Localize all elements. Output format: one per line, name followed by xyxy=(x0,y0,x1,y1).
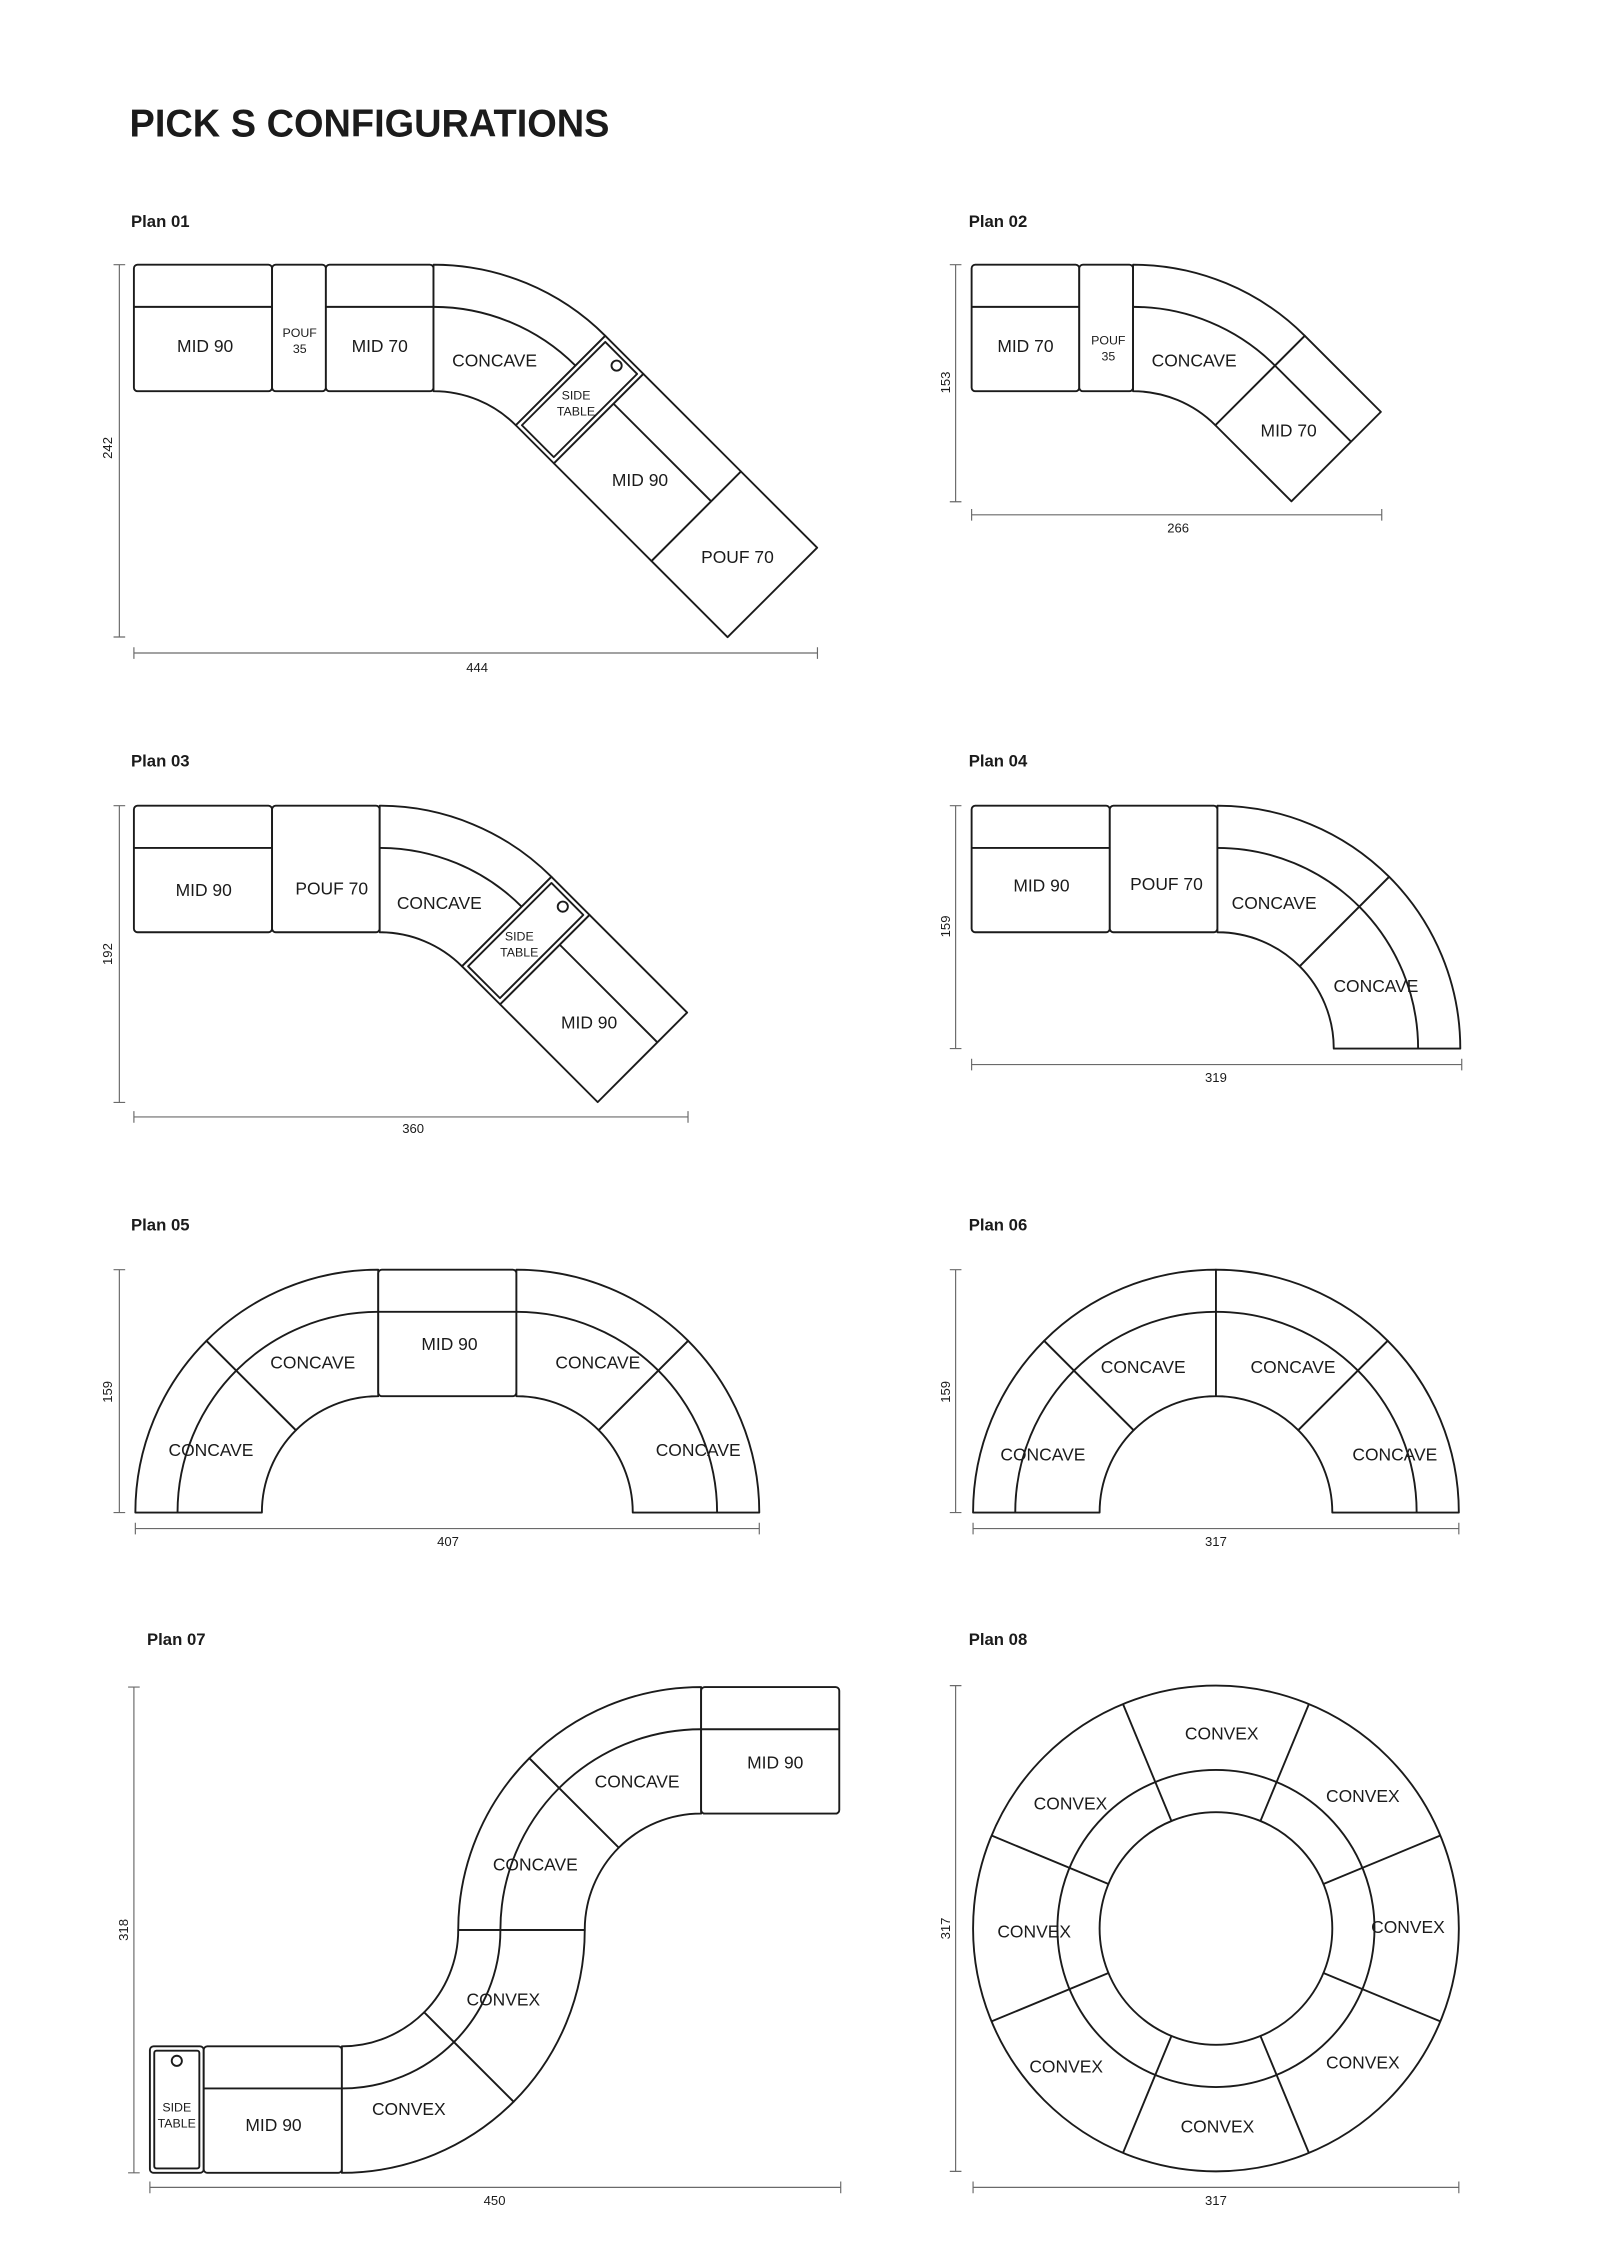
module-label: CONVEX xyxy=(997,1921,1071,1942)
depth-value: 153 xyxy=(937,371,953,394)
width-dimension xyxy=(134,1111,688,1136)
module-label: CONVEX xyxy=(1326,2052,1400,2073)
width-dimension xyxy=(134,647,818,675)
module-label: CONCAVE xyxy=(396,893,482,914)
width-value: 450 xyxy=(483,2192,506,2208)
module-label: MID 90 xyxy=(611,469,669,490)
plan-07 xyxy=(116,1630,841,2208)
module-label: MID 90 xyxy=(245,2114,302,2135)
width-value: 319 xyxy=(1205,1070,1227,1086)
depth-dimension xyxy=(938,1270,961,1513)
page-title: PICK S CONFIGURATIONS xyxy=(129,101,610,146)
plan-label: Plan 05 xyxy=(130,1215,190,1235)
width-value: 360 xyxy=(402,1121,425,1137)
module-label: CONCAVE xyxy=(1151,350,1237,371)
module-label: CONVEX xyxy=(1184,1723,1259,1744)
module-label: TABLE xyxy=(500,945,539,960)
module-mid-70 xyxy=(972,265,1080,392)
plan-01 xyxy=(100,212,817,675)
depth-dimension xyxy=(100,1270,125,1513)
plan-label: Plan 02 xyxy=(968,211,1028,231)
width-value: 444 xyxy=(466,660,489,676)
module-label: CONCAVE xyxy=(1100,1357,1186,1378)
module-label: POUF xyxy=(1091,333,1126,348)
module-label: POUF 70 xyxy=(295,878,369,899)
width-dimension xyxy=(135,1523,759,1549)
module-label: 35 xyxy=(292,342,307,357)
plan-label: Plan 03 xyxy=(130,751,190,771)
plan-label: Plan 07 xyxy=(146,1629,206,1649)
plan-03 xyxy=(100,751,688,1136)
depth-value: 318 xyxy=(116,1919,132,1941)
width-value: 317 xyxy=(1205,1534,1227,1550)
plan-label: Plan 01 xyxy=(130,211,190,231)
depth-dimension xyxy=(938,806,961,1049)
depth-value: 159 xyxy=(937,915,953,938)
module-label: CONCAVE xyxy=(655,1440,741,1461)
depth-value: 159 xyxy=(100,1380,116,1403)
module-mid-90 xyxy=(134,806,272,933)
module-label: 35 xyxy=(1101,349,1116,364)
plan-02 xyxy=(938,212,1382,536)
width-value: 266 xyxy=(1167,520,1190,536)
module-label: CONCAVE xyxy=(1352,1444,1438,1465)
module-pouf-70 xyxy=(1110,806,1218,933)
width-dimension xyxy=(972,1059,1462,1085)
plan-08 xyxy=(938,1630,1459,2208)
module-label: MID 90 xyxy=(747,1752,804,1773)
module-mid-90 xyxy=(701,1687,839,1814)
module-label: MID 70 xyxy=(351,336,408,357)
plan-05 xyxy=(100,1215,759,1549)
module-label: POUF 70 xyxy=(1130,874,1203,895)
module-label: CONCAVE xyxy=(1000,1444,1086,1465)
module-mid-70 xyxy=(326,265,434,392)
module-label: MID 90 xyxy=(175,880,232,901)
module-label: CONCAVE xyxy=(1250,1357,1336,1378)
module-pouf-35 xyxy=(1079,265,1133,392)
module-label: CONCAVE xyxy=(1333,976,1419,997)
module-label: MID 70 xyxy=(1260,420,1317,441)
plan-label: Plan 06 xyxy=(968,1215,1028,1235)
plan-label: Plan 08 xyxy=(968,1629,1028,1649)
module-label: CONCAVE xyxy=(270,1352,356,1373)
depth-dimension xyxy=(100,265,125,637)
module-label: CONCAVE xyxy=(452,350,538,371)
module-label: CONVEX xyxy=(371,2098,446,2119)
module-label: CONVEX xyxy=(1180,2116,1255,2137)
width-dimension xyxy=(973,2182,1459,2208)
width-dimension xyxy=(973,1523,1459,1549)
width-dimension xyxy=(972,509,1382,535)
module-label: MID 90 xyxy=(421,1333,478,1354)
module-label: CONCAVE xyxy=(168,1440,254,1461)
depth-value: 242 xyxy=(100,437,116,459)
depth-value: 317 xyxy=(937,1917,953,1940)
module-label: CONVEX xyxy=(466,1989,541,2010)
module-label: MID 70 xyxy=(997,336,1054,357)
module-label: MID 90 xyxy=(1013,875,1070,896)
module-label: CONVEX xyxy=(1326,1786,1400,1807)
module-label: CONVEX xyxy=(1371,1917,1445,1938)
module-label: SIDE xyxy=(561,388,591,403)
depth-value: 159 xyxy=(937,1380,953,1403)
module-mid-90 xyxy=(134,265,272,392)
module-mid-90 xyxy=(204,2046,342,2173)
module-pouf-70 xyxy=(272,806,380,933)
module-label: CONCAVE xyxy=(492,1854,578,1875)
module-mid-90 xyxy=(972,806,1110,933)
width-value: 317 xyxy=(1205,2192,1227,2208)
module-label: SIDE xyxy=(504,929,534,944)
plan-04 xyxy=(938,751,1462,1085)
module-label: SIDE xyxy=(162,2100,192,2115)
module-label: MID 90 xyxy=(177,336,234,357)
depth-dimension xyxy=(116,1687,139,2173)
width-dimension xyxy=(150,2182,841,2208)
module-label: TABLE xyxy=(556,404,596,419)
module-label: POUF 70 xyxy=(701,547,774,568)
module-label: POUF xyxy=(282,326,317,341)
depth-dimension xyxy=(100,806,125,1103)
module-label: TABLE xyxy=(157,2116,196,2131)
depth-dimension xyxy=(938,1686,961,2172)
module-label: CONVEX xyxy=(1029,2056,1103,2077)
depth-dimension xyxy=(938,265,961,502)
module-label: CONCAVE xyxy=(555,1352,641,1373)
module-label: MID 90 xyxy=(561,1012,618,1033)
plan-label: Plan 04 xyxy=(968,751,1028,771)
plan-06 xyxy=(938,1215,1459,1549)
module-label: CONCAVE xyxy=(1231,893,1317,914)
module-label: CONVEX xyxy=(1033,1793,1108,1814)
module-label: CONCAVE xyxy=(594,1771,680,1792)
depth-value: 192 xyxy=(100,943,116,965)
width-value: 407 xyxy=(437,1534,459,1550)
